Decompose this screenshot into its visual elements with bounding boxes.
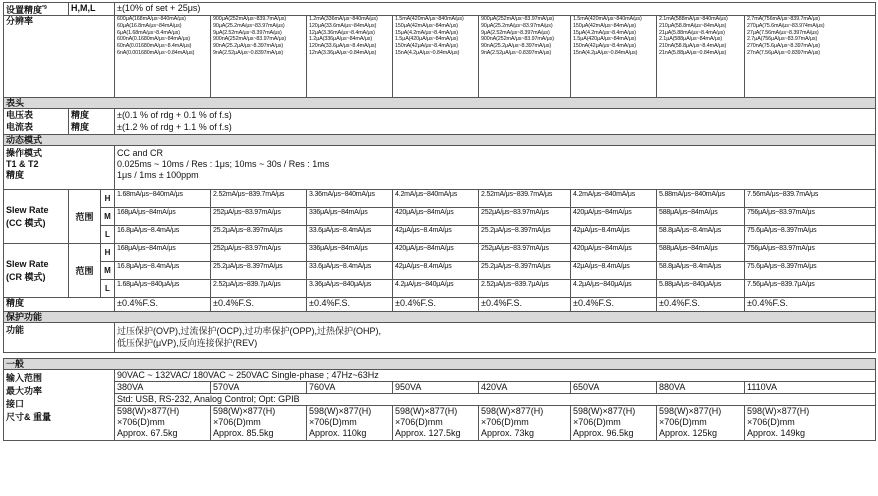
resolution-col <box>745 16 876 98</box>
resolution-line: 90μA(25.2mA/μs~83.97mA/μs) <box>481 22 553 29</box>
meter-sub-labels <box>69 109 115 135</box>
max-power-value: 760VA <box>307 382 393 394</box>
dimension-cell <box>115 406 211 441</box>
resolution-col <box>115 16 211 98</box>
cc-l-value: 42μA/μs~8.4mA/μs <box>571 226 657 244</box>
dimension-cell <box>307 406 393 441</box>
meter-labels <box>4 109 69 135</box>
dynamic-accuracy-value: ±0.4%F.S. <box>211 298 307 312</box>
dynamic-op-values <box>115 146 876 190</box>
dynamic-accuracy-value: ±0.4%F.S. <box>657 298 745 312</box>
meter-section-row <box>4 98 876 109</box>
t1-t2-value: 0.025ms ~ 10ms / Res : 1μs; 10ms ~ 30s / Res : 1ms <box>117 159 330 169</box>
resolution-line: 1.5mA(420mA/μs~840mA/μs) <box>395 16 464 22</box>
cc-l-value: 58.8μA/μs~8.4mA/μs <box>657 226 745 244</box>
max-power-row <box>4 382 876 394</box>
cc-m-value: 420μA/μs~84mA/μs <box>571 208 657 226</box>
cr-slew-row-m <box>4 262 876 280</box>
dimension-wh: 598(W)×877(H) <box>747 406 810 416</box>
spec-table <box>3 2 876 441</box>
dynamic-op-row <box>4 146 876 190</box>
weight-value: Approx. 149kg <box>747 428 806 438</box>
resolution-line: 270μA(75.6mA/μs~83.974mA/μs) <box>747 22 825 29</box>
cr-m-value: 25.2μA/μs~8.397mA/μs <box>211 262 307 280</box>
dynamic-accuracy-row <box>4 298 876 312</box>
cc-slew-row-l <box>4 226 876 244</box>
resolution-line: 210nA(58.8μA/μs~8.4mA/μs) <box>659 43 727 50</box>
protection-line: 过压保护(OVP),过流保护(OCP),过功率保护(OPP),过热保护(OHP), <box>117 326 381 336</box>
cr-l-value: 4.2μA/μs~840μA/μs <box>393 280 479 298</box>
cc-l-value: 25.2μA/μs~8.397mA/μs <box>211 226 307 244</box>
input-range-value: 90VAC ~ 132VAC/ 180VAC ~ 250VAC Single-phase ; 47Hz~63Hz <box>115 370 876 382</box>
op-mode-value: CC and CR <box>117 148 164 158</box>
general-section-row <box>4 359 876 370</box>
protection-label: 功能 <box>4 323 115 353</box>
dimension-wh: 598(W)×877(H) <box>213 406 276 416</box>
resolution-line: 120nA(33.6μA/μs~8.4mA/μs) <box>309 43 377 50</box>
cr-slew-row-l <box>4 280 876 298</box>
cr-m-value: 58.8μA/μs~8.4mA/μs <box>657 262 745 280</box>
voltmeter-label: 电压表 <box>6 110 34 120</box>
dynamic-op-labels <box>4 146 115 190</box>
dimension-d: ×706(D)mm <box>481 417 529 427</box>
resolution-line: 9nA(2.52μA/μs~0.8397mA/μs) <box>481 49 552 56</box>
cr-m-value: 16.8μA/μs~8.4mA/μs <box>115 262 211 280</box>
resolution-line: 15nA(4.2μA/μs~0.84mA/μs) <box>395 49 460 56</box>
resolution-row <box>4 16 876 98</box>
cr-l-value: 4.2μA/μs~840μA/μs <box>571 280 657 298</box>
cc-l-value: 33.6μA/μs~8.4mA/μs <box>307 226 393 244</box>
dynamic-accuracy-label: 精度 <box>4 298 115 312</box>
cc-m-value: 588μA/μs~84mA/μs <box>657 208 745 226</box>
general-labels <box>4 370 115 441</box>
cr-slew-label <box>4 244 69 298</box>
dimension-cell <box>571 406 657 441</box>
cr-h-value: 168μA/μs~84mA/μs <box>115 244 211 262</box>
level-m: M <box>101 262 115 280</box>
setting-accuracy-label <box>4 3 69 16</box>
resolution-line: 600μA(168mA/μs~840mA/μs) <box>117 16 186 22</box>
resolution-line: 15μA(4.2mA/μs~8.4mA/μs) <box>395 29 458 36</box>
cc-m-value: 756μA/μs~83.97mA/μs <box>745 208 876 226</box>
cc-slew-row-m <box>4 208 876 226</box>
cr-m-value: 42μA/μs~8.4mA/μs <box>393 262 479 280</box>
dimension-wh: 598(W)×877(H) <box>309 406 372 416</box>
cc-m-value: 252μA/μs~83.97mA/μs <box>479 208 571 226</box>
resolution-line: 210μA(58.8mA/μs~84mA/μs) <box>659 22 727 29</box>
cc-h-value: 2.52mA/μs~839.7mA/μs <box>479 190 571 208</box>
op-mode-label: 操作模式 <box>6 148 43 158</box>
resolution-line: 1.5μA(420μA/μs~84mA/μs) <box>573 36 637 43</box>
cr-l-value: 2.52μA/μs~839.7μA/μs <box>479 280 571 298</box>
weight-value: Approx. 67.5kg <box>117 428 178 438</box>
resolution-line: 60μA(16.8mA/μs~84mA/μs) <box>117 22 182 29</box>
max-power-value: 650VA <box>571 382 657 394</box>
cc-h-value: 3.36mA/μs~840mA/μs <box>307 190 393 208</box>
weight-value: Approx. 85.5kg <box>213 428 274 438</box>
resolution-line: 27μA(7.56mA/μs~8.397mA/μs) <box>747 29 819 36</box>
dynamic-accuracy-value: ±0.4%F.S. <box>393 298 479 312</box>
interface-value: Std: USB, RS-232, Analog Control; Opt: GPIB <box>115 394 876 406</box>
cc-l-value: 25.2μA/μs~8.397mA/μs <box>479 226 571 244</box>
resolution-line: 150nA(42μA/μs~8.4mA/μs) <box>573 43 636 50</box>
resolution-line: 1.5mA(420mA/μs~840mA/μs) <box>573 16 642 22</box>
level-h: H <box>101 244 115 262</box>
op-accuracy-value: 1μs / 1ms ± 100ppm <box>117 170 199 180</box>
resolution-line: 150nA(42μA/μs~8.4mA/μs) <box>395 43 458 50</box>
cc-l-value: 16.8μA/μs~8.4mA/μs <box>115 226 211 244</box>
cr-m-value: 75.6μA/μs~8.397mA/μs <box>745 262 876 280</box>
resolution-line: 15μA(4.2mA/μs~8.4mA/μs) <box>573 29 636 36</box>
weight-value: Approx. 110kg <box>309 428 367 438</box>
cr-l-value: 7.56μA/μs~839.7μA/μs <box>745 280 876 298</box>
resolution-line: 9nA(2.52μA/μs~0.8397mA/μs) <box>213 49 284 56</box>
cr-l-value: 3.36μA/μs~840μA/μs <box>307 280 393 298</box>
resolution-col <box>307 16 393 98</box>
resolution-line: 900nA(252mA/μs~83.97mA/μs) <box>213 36 286 43</box>
max-power-label: 最大功率 <box>6 386 43 396</box>
cc-slew-label <box>4 190 69 244</box>
cc-m-value: 168μA/μs~84mA/μs <box>115 208 211 226</box>
setting-accuracy-value: ±(10% of set + 25μs) <box>115 3 876 16</box>
cr-h-value: 420μA/μs~84mA/μs <box>571 244 657 262</box>
protection-section-title: 保护功能 <box>4 312 876 323</box>
dynamic-accuracy-value: ±0.4%F.S. <box>745 298 876 312</box>
dynamic-accuracy-value: ±0.4%F.S. <box>479 298 571 312</box>
dimension-wh: 598(W)×877(H) <box>117 406 180 416</box>
cc-h-value: 5.88mA/μs~840mA/μs <box>657 190 745 208</box>
resolution-line: 150μA(42mA/μs~84mA/μs) <box>395 22 458 29</box>
max-power-value: 380VA <box>115 382 211 394</box>
weight-value: Approx. 96.5kg <box>573 428 634 438</box>
interface-label: 接口 <box>6 399 25 409</box>
resolution-line: 90nA(25.2μA/μs~8.397mA/μs) <box>213 43 284 50</box>
general-section-title: 一般 <box>4 359 876 370</box>
dimension-cell <box>211 406 307 441</box>
cr-slew-row-h <box>4 244 876 262</box>
cr-slew-mode: (CR 模式) <box>6 271 46 282</box>
cc-h-value: 4.2mA/μs~840mA/μs <box>393 190 479 208</box>
cr-h-value: 420μA/μs~84mA/μs <box>393 244 479 262</box>
max-power-value: 570VA <box>211 382 307 394</box>
resolution-line: 9μA(2.52mA/μs~8.397mA/μs) <box>481 29 550 36</box>
dimension-cell <box>745 406 876 441</box>
t1-t2-label: T1 & T2 <box>6 159 39 169</box>
max-power-value: 420VA <box>479 382 571 394</box>
dimension-cell <box>479 406 571 441</box>
cr-h-value: 252μA/μs~83.97mA/μs <box>211 244 307 262</box>
dimension-d: ×706(D)mm <box>395 417 443 427</box>
level-h: H <box>101 190 115 208</box>
resolution-line: 90μA(25.2mA/μs~83.97mA/μs) <box>213 22 285 29</box>
resolution-line: 900μA(252mA/μs~83.97mA/μs) <box>481 16 555 22</box>
cr-h-value: 336μA/μs~84mA/μs <box>307 244 393 262</box>
dimension-wh: 598(W)×877(H) <box>481 406 544 416</box>
voltmeter-sub: 精度 <box>71 110 90 120</box>
cc-m-value: 252μA/μs~83.97mA/μs <box>211 208 307 226</box>
dynamic-section-row <box>4 135 876 146</box>
weight-value: Approx. 125kg <box>659 428 718 438</box>
cr-h-value: 756μA/μs~83.97mA/μs <box>745 244 876 262</box>
resolution-line: 900μA(252mA/μs~839.7mA/μs) <box>213 16 287 22</box>
dimension-wh: 598(W)×877(H) <box>395 406 458 416</box>
resolution-col <box>657 16 745 98</box>
resolution-col <box>211 16 307 98</box>
dimension-label: 尺寸& 重量 <box>6 412 52 422</box>
cr-l-value: 1.68μA/μs~840μA/μs <box>115 280 211 298</box>
resolution-line: 2.7μA(756μA/μs~83.97mA/μs) <box>747 36 818 43</box>
resolution-line: 60nA(0.01680mA/μs~8.4mA/μs) <box>117 43 192 50</box>
cr-h-value: 252μA/μs~83.97mA/μs <box>479 244 571 262</box>
meter-section-title: 表头 <box>4 98 876 109</box>
cr-l-value: 2.52μA/μs~839.7μA/μs <box>211 280 307 298</box>
dimension-wh: 598(W)×877(H) <box>659 406 722 416</box>
cc-slew-title: Slew Rate <box>6 204 49 215</box>
resolution-line: 1.2μA(336μA/μs~84mA/μs) <box>309 36 373 43</box>
resolution-line: 2.1mA(588mA/μs~840mA/μs) <box>659 16 728 22</box>
protection-values <box>115 323 876 353</box>
dimension-wh: 598(W)×877(H) <box>573 406 636 416</box>
resolution-line: 6nA(0.001680mA/μs~0.84mA/μs) <box>117 49 195 56</box>
resolution-line: 12μA(3.36mA/μs~8.4mA/μs) <box>309 29 375 36</box>
dimension-cell <box>657 406 745 441</box>
resolution-line: 21nA(5.88μA/μs~0.84mA/μs) <box>659 49 727 56</box>
resolution-line: 12nA(3.36μA/μs~0.84mA/μs) <box>309 49 377 56</box>
setting-accuracy-mode: H,M,L <box>69 3 115 16</box>
resolution-line: 6μA(1.68mA/μs~8.4mA/μs) <box>117 29 180 36</box>
cc-m-value: 420μA/μs~84mA/μs <box>393 208 479 226</box>
dynamic-accuracy-value: ±0.4%F.S. <box>307 298 393 312</box>
cr-m-value: 42μA/μs~8.4mA/μs <box>571 262 657 280</box>
dynamic-section-title: 动态模式 <box>4 135 876 146</box>
max-power-value: 880VA <box>657 382 745 394</box>
dimension-d: ×706(D)mm <box>573 417 621 427</box>
weight-value: Approx. 73kg <box>481 428 535 438</box>
resolution-col <box>393 16 479 98</box>
level-m: M <box>101 208 115 226</box>
weight-value: Approx. 127.5kg <box>395 428 461 438</box>
cc-range-label: 范围 <box>69 190 101 244</box>
setting-accuracy-text: 设置精度 <box>6 5 43 15</box>
cc-h-value: 2.52mA/μs~839.7mA/μs <box>211 190 307 208</box>
resolution-line: 150μA(42mA/μs~84mA/μs) <box>573 22 636 29</box>
dimension-row <box>4 406 876 441</box>
cr-m-value: 33.6μA/μs~8.4mA/μs <box>307 262 393 280</box>
level-l: L <box>101 280 115 298</box>
protection-line: 低压保护(μVP),反向连接保护(REV) <box>117 338 258 348</box>
resolution-line: 900nA(252mA/μs~83.97mA/μs) <box>481 36 554 43</box>
dimension-d: ×706(D)mm <box>659 417 707 427</box>
cc-h-value: 1.68mA/μs~840mA/μs <box>115 190 211 208</box>
dimension-d: ×706(D)mm <box>213 417 261 427</box>
interface-row <box>4 394 876 406</box>
resolution-line: 120μA(33.6mA/μs~84mA/μs) <box>309 22 377 29</box>
resolution-col <box>479 16 571 98</box>
dynamic-accuracy-value: ±0.4%F.S. <box>571 298 657 312</box>
cr-slew-title: Slew Rate <box>6 258 49 269</box>
setting-accuracy-note: *9 <box>42 5 47 11</box>
cc-slew-mode: (CC 模式) <box>6 217 46 228</box>
cr-m-value: 25.2μA/μs~8.397mA/μs <box>479 262 571 280</box>
dimension-cell <box>393 406 479 441</box>
input-range-label: 输入范围 <box>6 373 43 383</box>
input-range-row <box>4 370 876 382</box>
resolution-line: 9μA(2.52mA/μs~8.397mA/μs) <box>213 29 282 36</box>
cr-h-value: 588μA/μs~84mA/μs <box>657 244 745 262</box>
cc-slew-row-h <box>4 190 876 208</box>
resolution-line: 2.1μA(588μA/μs~84mA/μs) <box>659 36 723 43</box>
resolution-line: 2.7mA(756mA/μs~839.7mA/μs) <box>747 16 820 22</box>
resolution-line: 27nA(7.56μA/μs~0.8397mA/μs) <box>747 49 820 56</box>
voltmeter-value: ±(0.1 % of rdg + 0.1 % of f.s) <box>117 110 232 120</box>
resolution-line: 15nA(4.2μA/μs~0.84mA/μs) <box>573 49 638 56</box>
cc-m-value: 336μA/μs~84mA/μs <box>307 208 393 226</box>
ammeter-sub: 精度 <box>71 122 90 132</box>
dynamic-accuracy-value: ±0.4%F.S. <box>115 298 211 312</box>
protection-row <box>4 323 876 353</box>
resolution-line: 90nA(25.2μA/μs~8.397mA/μs) <box>481 43 552 50</box>
protection-section-row <box>4 312 876 323</box>
op-accuracy-label: 精度 <box>6 170 25 180</box>
meter-row <box>4 109 876 135</box>
cr-l-value: 5.88μA/μs~840μA/μs <box>657 280 745 298</box>
max-power-value: 1110VA <box>745 382 876 394</box>
resolution-line: 1.2mA(336mA/μs~840mA/μs) <box>309 16 378 22</box>
cc-h-value: 4.2mA/μs~840mA/μs <box>571 190 657 208</box>
dimension-d: ×706(D)mm <box>747 417 795 427</box>
level-l: L <box>101 226 115 244</box>
max-power-value: 950VA <box>393 382 479 394</box>
resolution-label: 分辨率 <box>4 16 115 98</box>
resolution-col <box>571 16 657 98</box>
ammeter-label: 电流表 <box>6 122 34 132</box>
cc-h-value: 7.56mA/μs~839.7mA/μs <box>745 190 876 208</box>
resolution-line: 600nA(0.1680mA/μs~84mA/μs) <box>117 36 190 43</box>
cc-l-value: 42μA/μs~8.4mA/μs <box>393 226 479 244</box>
setting-accuracy-row <box>4 3 876 16</box>
cc-l-value: 75.6μA/μs~8.397mA/μs <box>745 226 876 244</box>
dimension-d: ×706(D)mm <box>309 417 357 427</box>
resolution-line: 1.5μA(420μA/μs~84mA/μs) <box>395 36 459 43</box>
ammeter-value: ±(1.2 % of rdg + 1.1 % of f.s) <box>117 122 232 132</box>
meter-values <box>115 109 876 135</box>
dimension-d: ×706(D)mm <box>117 417 165 427</box>
resolution-line: 21μA(5.88mA/μs~8.4mA/μs) <box>659 29 725 36</box>
cr-range-label: 范围 <box>69 244 101 298</box>
resolution-line: 270nA(75.6μA/μs~8.397mA/μs) <box>747 43 820 50</box>
